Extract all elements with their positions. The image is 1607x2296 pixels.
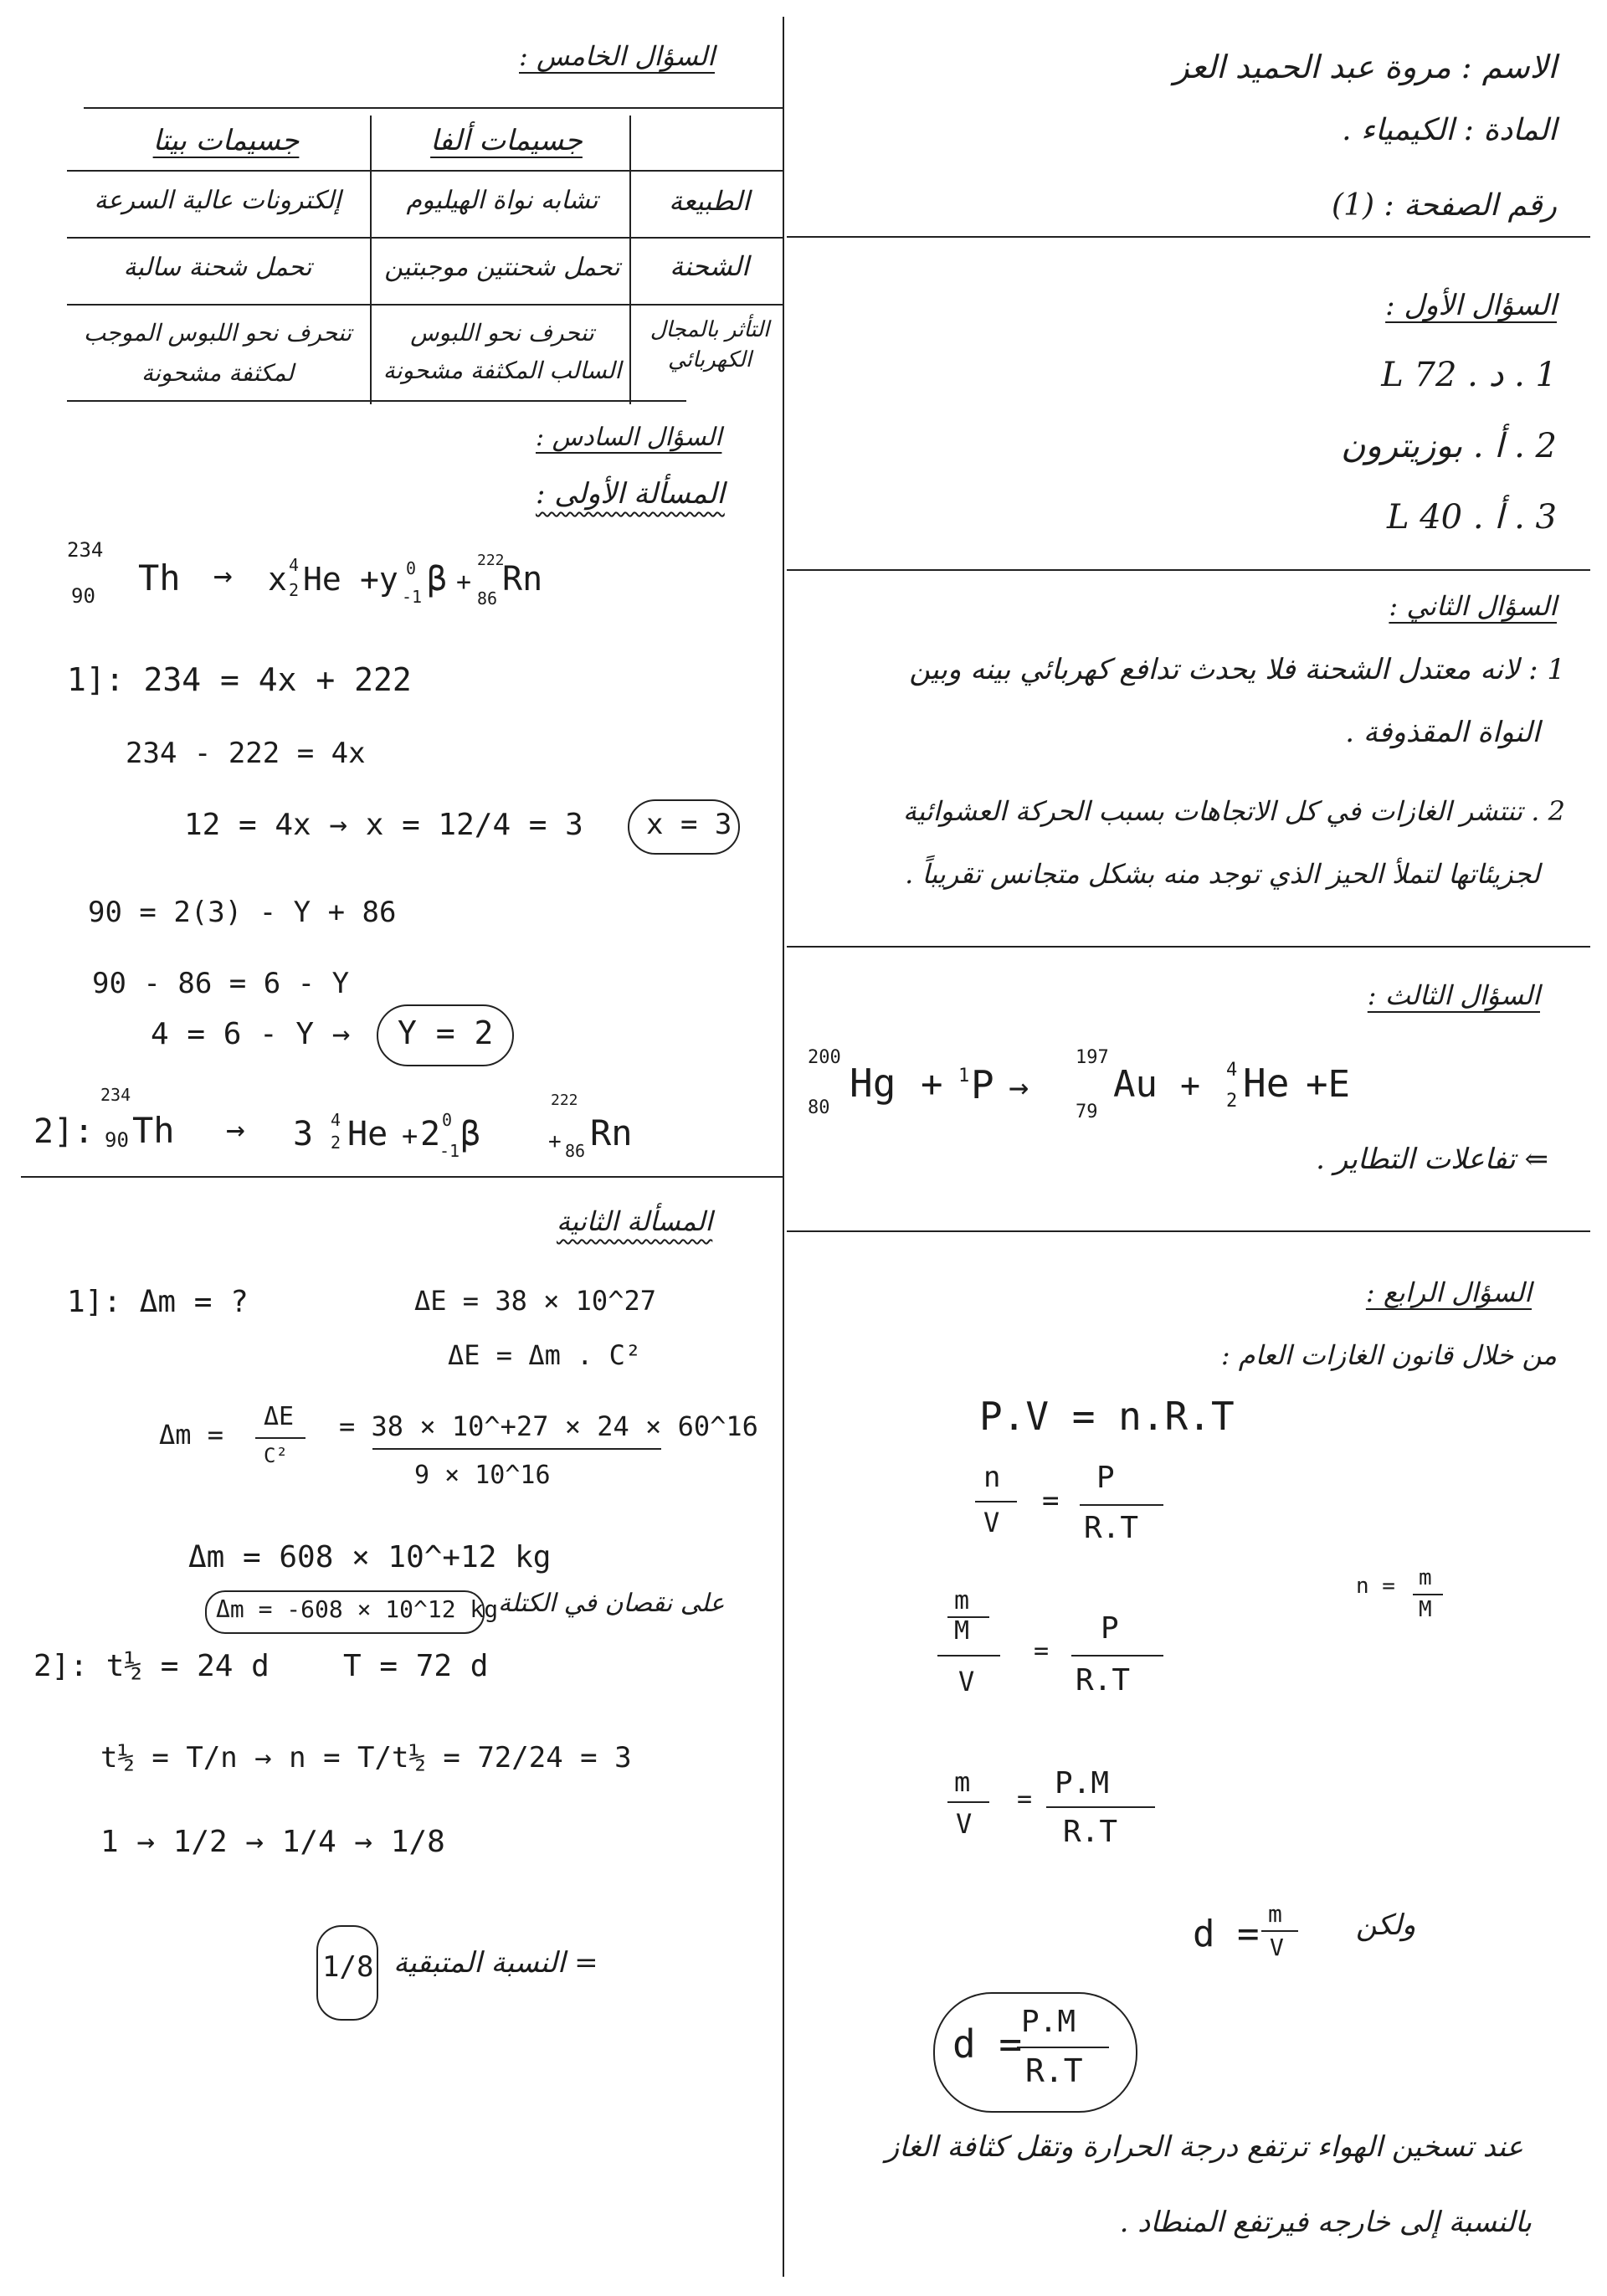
q5-row-nature: الطبيعة	[669, 185, 750, 217]
svg-text:Th: Th	[138, 557, 181, 598]
header-divider	[787, 236, 1590, 238]
svg-text:234: 234	[67, 538, 104, 562]
student-name: الاسم : مروة عبد الحميد العز	[1173, 49, 1557, 85]
svg-text:0: 0	[442, 1110, 453, 1130]
svg-text:+: +	[456, 568, 472, 597]
svg-text:86: 86	[565, 1141, 586, 1161]
svg-text:2: 2	[420, 1115, 441, 1153]
q4-final-answer: d = P.M R.T	[937, 2001, 1138, 2109]
svg-text:Hg: Hg	[850, 1061, 896, 1106]
subject-label: المادة : الكيمياء .	[1342, 113, 1557, 147]
svg-text:+: +	[1180, 1066, 1201, 1105]
q6-p1-line-1: 1]: 234 = 4x + 222	[67, 661, 412, 698]
q6-p2-line-6: t½ = T/n → n = T/t½ = 72/24 = 3	[100, 1741, 632, 1775]
svg-text:0: 0	[406, 558, 417, 578]
q6-p1-box-x-text: x = 3	[646, 808, 732, 841]
q6-p2-line-7: 1 → 1/2 → 1/4 → 1/8	[100, 1825, 445, 1859]
q6-p2-line-5: 2]: t½ = 24 d	[33, 1649, 270, 1683]
q4-n-definition: n = m M	[1356, 1565, 1465, 1641]
svg-text:2: 2	[331, 1133, 341, 1153]
q5-alpha-field-2: السالب المكثفة مشحونة	[382, 357, 622, 384]
q6-p1-line-3: 12 = 4x → x = 12/4 = 3	[184, 808, 583, 842]
svg-text:+y: +y	[360, 561, 398, 598]
q4-density-definition: d = m V	[1193, 1900, 1310, 1984]
page-number: رقم الصفحة : (1)	[1332, 188, 1557, 223]
svg-text:Rn: Rn	[502, 560, 543, 598]
q6-p1-line-5: 90 - 86 = 6 - Y	[92, 967, 350, 1000]
q6-p2-line-8: = النسبة المتبقية	[393, 1946, 598, 1980]
q5-beta-charge: تحمل شحنة سالبة	[123, 253, 312, 282]
problem-divider	[21, 1176, 783, 1178]
q6-p2-line-3: Δm = ΔE C² = 38 × 10^+27 × 24 × 60^16 9 × 10^16	[159, 1402, 758, 1490]
q2-answer-2-line-2: لجزيئاتها لتملأ الحيز الذي توجد منه بشكل متجانس تقريباً .	[905, 858, 1540, 890]
q4-eq2: n V = P R.T	[963, 1461, 1197, 1569]
q6-p1-line-2: 234 - 222 = 4x	[126, 737, 366, 770]
svg-text:+: +	[548, 1129, 562, 1154]
svg-text:4: 4	[331, 1110, 341, 1130]
q2-answer-2-line-1: 2 . تنتشر الغازات في كل الاتجاهات بسبب الحركة العشوائية	[902, 795, 1565, 827]
q5-col-alpha: جسيمات ألفا	[430, 124, 583, 157]
svg-text:-1: -1	[439, 1141, 460, 1161]
q5-alpha-nature: تشابه نواة الهيليوم	[406, 186, 598, 215]
q4-conclusion-line-1: عند تسخين الهواء ترتفع درجة الحرارة وتقل كثافة الغاز	[885, 2130, 1523, 2164]
q6-p2-result-box-text: 1/8	[322, 1950, 374, 1984]
q6-p2-line-5b: T = 72 d	[343, 1649, 489, 1683]
svg-text:He: He	[303, 561, 341, 598]
q4-eq4: m V = P.M R.T	[937, 1766, 1214, 1875]
q3-divider	[787, 1230, 1590, 1232]
svg-text:→: →	[213, 557, 233, 593]
q4-intro: من خلال قانون الغازات العام :	[1220, 1339, 1557, 1371]
q6-p1-line-6: 4 = 6 - Y →	[151, 1017, 351, 1051]
q5-row-charge: الشحنة	[670, 250, 749, 282]
svg-text:2: 2	[1226, 1091, 1238, 1112]
svg-text:→: →	[1009, 1068, 1029, 1107]
svg-text:234: 234	[100, 1085, 131, 1105]
svg-text:86: 86	[477, 588, 498, 609]
center-divider	[783, 17, 784, 2277]
q4-eq1: P.V = n.R.T	[979, 1394, 1235, 1439]
svg-text:222: 222	[477, 552, 505, 569]
svg-text:He: He	[347, 1115, 388, 1153]
q3-equation	[804, 1030, 1557, 1138]
q6-p1-line-4: 90 = 2(3) - Y + 86	[88, 896, 397, 929]
q2-title: السؤال الثاني :	[1389, 590, 1557, 622]
svg-text:197: 197	[1076, 1047, 1109, 1068]
q1-divider	[787, 569, 1590, 571]
svg-text:4: 4	[289, 555, 300, 575]
q6-p2-line-4: Δm = 608 × 10^+12 kg	[188, 1540, 552, 1574]
q6-p2-line-1b: ΔE = 38 × 10^27	[414, 1285, 656, 1317]
svg-text:-1: -1	[402, 587, 423, 607]
q5-title: السؤال الخامس :	[519, 40, 715, 72]
q6-p2-note: على نقصان في الكتلة	[498, 1589, 725, 1618]
q5-col-beta: جسيمات بيتا	[152, 124, 300, 157]
q6-p2-line-2: ΔE = Δm . C²	[448, 1339, 642, 1371]
svg-text:Au: Au	[1113, 1063, 1158, 1106]
q5-alpha-charge: تحمل شحنتين موجبتين	[384, 253, 620, 282]
q3-title: السؤال الثالث :	[1367, 979, 1540, 1011]
q4-conclusion-line-2: بالنسبة إلى خارجه فيرتفع المنطاد .	[1119, 2206, 1532, 2239]
svg-text:2]:: 2]:	[33, 1112, 95, 1151]
q6-p2-line-1: 1]: Δm = ?	[67, 1285, 249, 1319]
q2-answer-1-line-1: 1 : لانه معتدل الشحنة فلا يحدث تدافع كهربائي بينه وبين	[909, 653, 1565, 686]
q4-but: ولكن	[1356, 1908, 1416, 1942]
svg-text:90: 90	[105, 1128, 129, 1152]
svg-text:Rn: Rn	[590, 1112, 633, 1153]
svg-text:79: 79	[1076, 1102, 1098, 1122]
svg-text:80: 80	[808, 1097, 830, 1118]
svg-text:222: 222	[551, 1091, 578, 1109]
q6-p1-box-y-text: Y = 2	[398, 1014, 494, 1051]
svg-text:Th: Th	[132, 1110, 175, 1151]
q4-eq3: m M V = P R.T	[929, 1586, 1197, 1720]
svg-text:P: P	[971, 1062, 994, 1107]
svg-text:+E: +E	[1306, 1063, 1350, 1106]
svg-text:90: 90	[71, 584, 95, 608]
svg-text:4: 4	[1226, 1060, 1238, 1081]
q5-beta-field-2: لمكثفة مشحونة	[141, 359, 295, 387]
svg-text:1: 1	[958, 1066, 970, 1086]
svg-text:x: x	[268, 561, 287, 598]
q2-answer-1-line-2: النواة المقذوفة .	[1345, 716, 1540, 749]
q6-problem-1-title: المسألة الأولى :	[536, 477, 725, 511]
svg-text:He: He	[1243, 1061, 1290, 1106]
q1-answer-3: 3 . أ . 40 L	[1386, 498, 1557, 537]
svg-text:β: β	[460, 1115, 481, 1153]
q6-p2-box-text: Δm = -608 × 10^12 kg	[216, 1595, 499, 1623]
svg-text:2: 2	[289, 580, 300, 600]
svg-text:200: 200	[808, 1047, 841, 1068]
q4-title: السؤال الرابع :	[1365, 1276, 1532, 1308]
q6-p1-final-equation	[33, 1080, 720, 1172]
q5-row-field: التأثر بالمجال الكهربائي	[649, 317, 770, 372]
q5-alpha-field-1: تنحرف نحو اللبوس	[410, 319, 594, 347]
q5-table	[67, 107, 783, 408]
q5-beta-field-1: تنحرف نحو اللبوس الموجب	[83, 319, 352, 347]
q5-beta-nature: إلكترونات عالية السرعة	[94, 186, 341, 215]
q2-divider	[787, 946, 1590, 948]
svg-text:+: +	[402, 1120, 418, 1152]
q6-p1-equation	[67, 527, 653, 619]
svg-text:3: 3	[293, 1115, 314, 1153]
q1-answer-2: 2 . أ . بوزيترون	[1341, 427, 1557, 465]
q6-title: السؤال السادس :	[536, 423, 722, 452]
q1-title: السؤال الأول :	[1385, 289, 1557, 322]
svg-text:→: →	[226, 1111, 245, 1148]
q6-problem-2-title: المسألة الثانية	[557, 1205, 713, 1237]
svg-text:+: +	[921, 1063, 943, 1106]
svg-text:β: β	[427, 560, 448, 598]
q3-answer: ⇐ تفاعلات التطاير .	[1316, 1143, 1548, 1176]
q1-answer-1: 1 . د . 72 L	[1381, 356, 1557, 394]
